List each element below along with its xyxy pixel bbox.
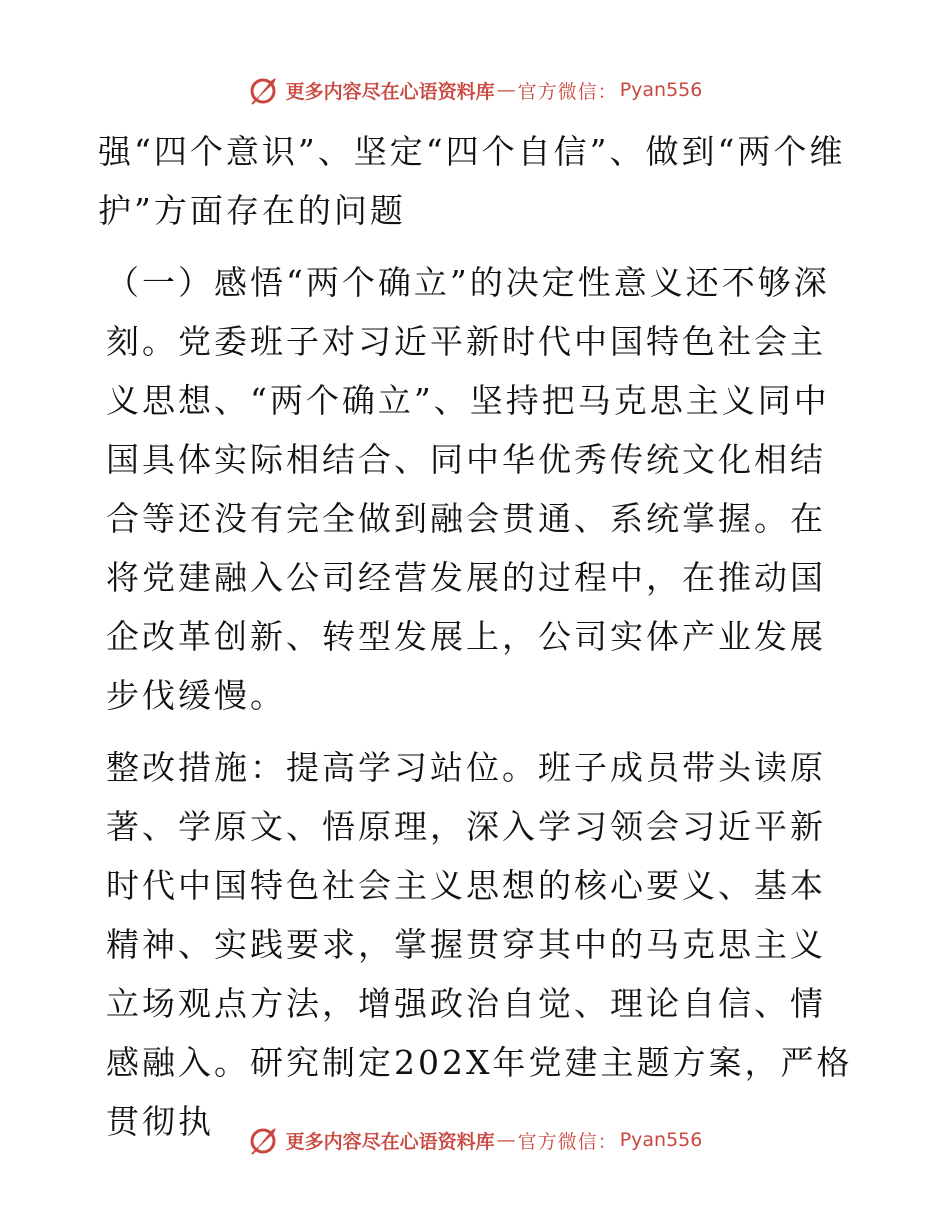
- watermark-official-label: 官方微信：: [517, 1130, 618, 1153]
- footer-watermark: [0, 1120, 950, 1160]
- quill-pen-circle-icon: [248, 1124, 280, 1156]
- paragraph-issue: （一）感悟“两个确立”的决定性意义还不够深刻。党委班子对习近平新时代中国特色社会主义思想、“两个确立”、坚持把马克思主义同中国具体实际相结合、同中华优秀传统文化相结合等还没有完全做到融会贯通、系统掌握。在将党建融入公司经营发展的过程中，在推动国企改革创新、转型发展上，公司实体产业发展步伐缓慢。: [106, 263, 830, 715]
- watermark-official-label: 官方微信：: [517, 80, 618, 103]
- watermark-handle: Pyan556: [619, 1129, 703, 1151]
- watermark-brand: 更多内容尽在心语资料库: [285, 1130, 495, 1153]
- watermark-dash: —: [496, 1129, 516, 1151]
- watermark-handle: Pyan556: [619, 79, 703, 101]
- watermark-dash: —: [496, 79, 516, 101]
- paragraph-heading: 强“四个意识”、坚定“四个自信”、做到“两个维护”方面存在的问题: [98, 132, 846, 230]
- paragraph-measures: 整改措施：提高学习站位。班子成员带头读原著、学原文、悟原理，深入学习领会习近平新时代中国特色社会主义思想的核心要义、基本精神、实践要求，掌握贯穿其中的马克思主义立场观点方法，增强政治自觉、理论自信、情感融入。研究制定202X年党建主题方案，严格贯彻执: [106, 748, 853, 1141]
- header-watermark: [0, 70, 950, 110]
- watermark-brand: 更多内容尽在心语资料库: [285, 80, 495, 103]
- quill-pen-circle-icon: [248, 74, 280, 106]
- document-body: [98, 122, 858, 1151]
